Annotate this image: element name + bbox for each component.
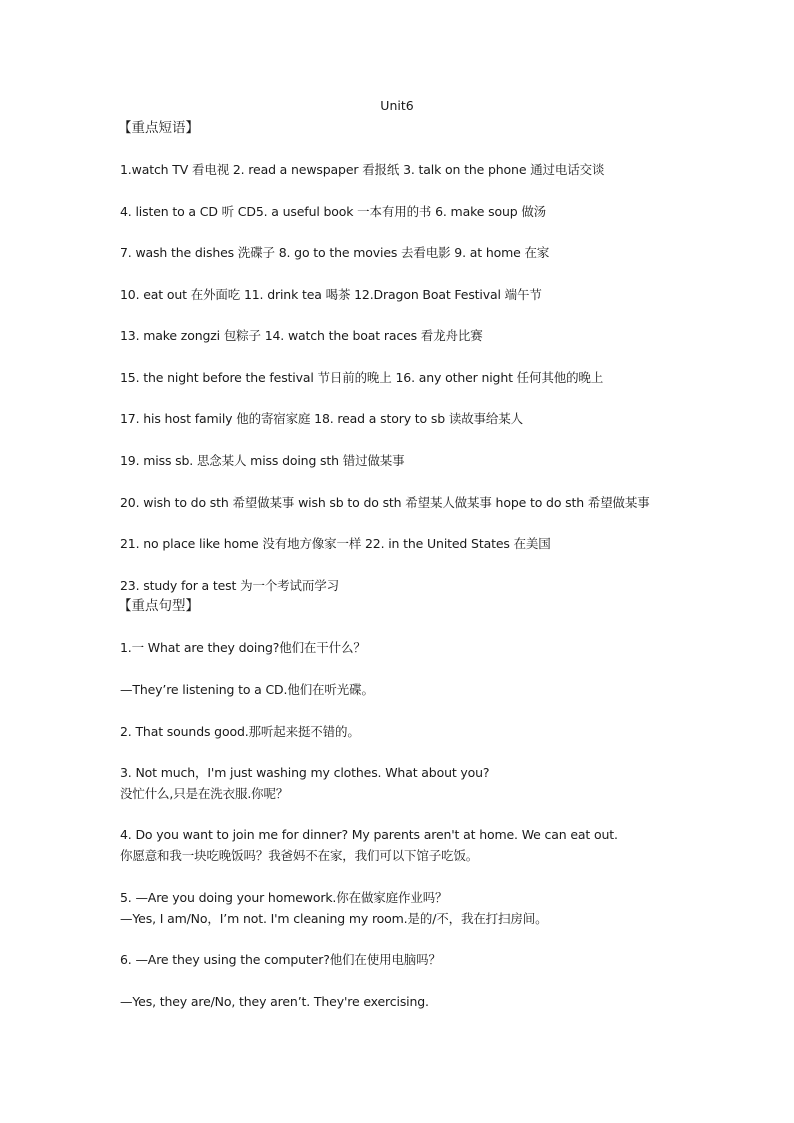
phrase-line: 23. study for a test 为一个考试而学习	[120, 578, 339, 593]
phrase-line: 15. the night before the festival 节日前的晚上 16. any other night 任何其他的晚上	[120, 370, 604, 385]
phrase-line: 21. no place like home 没有地方像家一样 22. in the United States 在美国	[120, 536, 551, 551]
document-title: Unit6	[380, 98, 414, 113]
phrase-line: 19. miss sb. 思念某人 miss doing sth 错过做某事	[120, 453, 405, 468]
sentence-line: —Yes, I am/No，I’m not. I'm cleaning my room.是的/不，我在打扫房间。	[120, 911, 548, 926]
sentence-line: 1.一 What are they doing?他们在干什么？	[120, 640, 366, 655]
phrase-line: 1.watch TV 看电视 2. read a newspaper 看报纸 3. talk on the phone 通过电话交谈	[120, 162, 605, 177]
sentence-line: —They’re listening to a CD.他们在听光碟。	[120, 682, 374, 697]
phrase-line: 7. wash the dishes 洗碟子 8. go to the movies 去看电影 9. at home 在家	[120, 245, 550, 260]
sentence-line: —Yes, they are/No, they aren’t. They're exercising.	[120, 994, 429, 1009]
sentence-line: 4. Do you want to join me for dinner? My parents aren't at home. We can eat out.	[120, 827, 618, 842]
sentence-line: 6. —Are they using the computer?他们在使用电脑吗？	[120, 952, 441, 967]
sentence-line: 没忙什么,只是在洗衣服.你呢？	[120, 786, 289, 801]
sentence-line: 你愿意和我一块吃晚饭吗？我爸妈不在家，我们可以下馆子吃饭。	[120, 848, 479, 863]
phrases-heading: 【重点短语】	[118, 120, 199, 136]
sentences-heading: 【重点句型】	[118, 598, 199, 614]
sentence-line: 2. That sounds good.那听起来挺不错的。	[120, 724, 360, 739]
sentence-line: 5. —Are you doing your homework.你在做家庭作业吗？	[120, 890, 448, 905]
phrase-line: 17. his host family 他的寄宿家庭 18. read a story to sb 读故事给某人	[120, 411, 523, 426]
phrase-line: 10. eat out 在外面吃 11. drink tea 喝茶 12.Dragon Boat Festival 端午节	[120, 287, 542, 302]
sentence-line: 3. Not much，I'm just washing my clothes. What about you?	[120, 765, 490, 780]
phrase-line: 4. listen to a CD 听 CD5. a useful book 一本有用的书 6. make soup 做汤	[120, 204, 547, 219]
phrase-line: 13. make zongzi 包粽子 14. watch the boat races 看龙舟比赛	[120, 328, 483, 343]
phrase-line: 20. wish to do sth 希望做某事 wish sb to do sth 希望某人做某事 hope to do sth 希望做某事	[120, 495, 650, 510]
